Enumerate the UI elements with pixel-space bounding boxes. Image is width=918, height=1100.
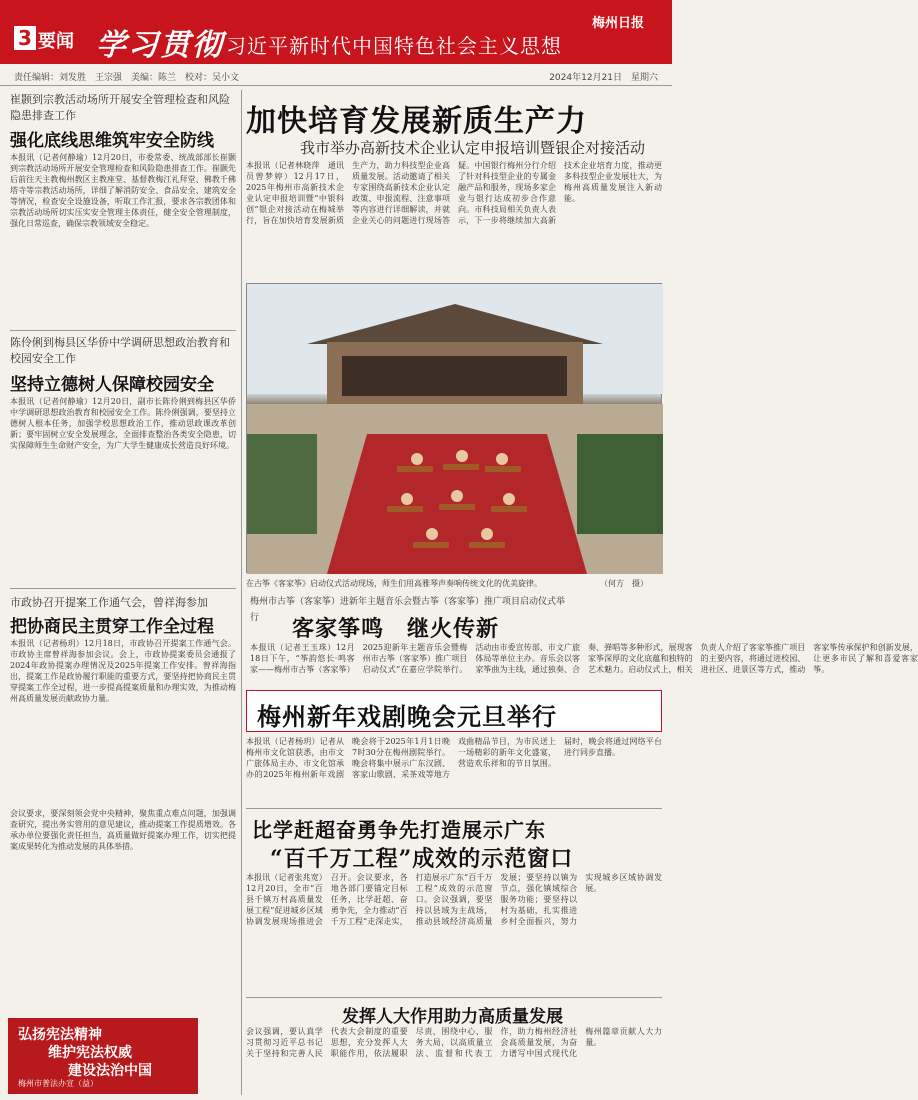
paper-name: 梅州日报 [592,16,645,31]
guzheng-performance-photo [246,283,662,573]
top-article-subtitle: 我市举办高新技术企业认定申报培训暨银企对接活动 [300,139,646,157]
divider [246,808,662,809]
divider [10,588,236,589]
photo-illustration [247,284,663,574]
mid-article-title: 客家筝鸣 继火传新 [292,616,500,642]
drama-gala-body: 本报讯（记者杨玥）记者从梅州市文化馆获悉，由市文广旅体局主办、市文化馆承办的2025年梅州新年戏剧晚会将于2025年1月1日晚7时30分在梅州剧院举行。晚会将集中展示广东汉剧、客家山歌剧、采茶戏等地方戏曲精品节目，为市民送上一场精彩的新年文化盛宴，营造欢乐祥和的节日氛围。届时，晚会将通过网络平台进行同步直播。 [246,737,662,779]
promo-line3: 建设法治中国 [68,1063,152,1079]
bottom-article-title-2: “百千万工程”成效的示范窗口 [270,846,574,872]
article1-body: 本报讯（记者何静瑜）12月20日，市委常委、统战部部长崔颢到宗教活动场所开展安全管理检查和风险隐患排查工作。崔颢先后前往天主教梅州教区主教座堂、基督教梅江礼拜堂、佛教千佛塔寺等宗教活动场所，详细了解消防安全、食品安全、建筑安全等情况，检查安全设施设备，听取工作汇报，要求各宗教团体和宗教活动场所切实压实安全管理主体责任，健全安全管理制度，强化日常巡查，确保宗教领域安全稳定。 [10,153,236,228]
column-subtitle: 习近平新时代中国特色社会主义思想 [226,34,562,58]
column-divider [241,90,242,1095]
legal-promo-box [8,1018,198,1094]
promo-line1: 弘扬宪法精神 [18,1027,102,1043]
section-name: 要闻 [38,31,74,52]
meta-bar [0,64,672,86]
divider [246,997,662,998]
final-article-title: 发挥人大作用助力高质量发展 [342,1007,563,1027]
bottom-article-title-1: 比学赶超奋勇争先打造展示广东 [252,818,546,842]
divider [10,330,236,331]
drama-gala-headline-box [246,690,662,732]
column-title: 学习贯彻 [96,28,224,63]
mid-article-kicker: 梅州市古筝（客家筝）进新年主题音乐会暨古筝（客家筝）推广项目启动仪式举行 [250,597,566,623]
drama-gala-title: 梅州新年戏剧晚会元旦举行 [257,703,557,731]
top-article-title: 加快培育发展新质生产力 [246,104,587,139]
article3-body: 本报讯（记者杨玥）12月18日，市政协召开提案工作通气会。市政协主席曾祥海参加会议。会上，市政协提案委员会通报了2024年政协提案办理情况及2025年提案工作安排。曾祥海指出，提案工作是政协履行职能的重要方式，要坚持把协商民主贯穿提案工作全过程，进一步提高提案质量和办理实效，为推动梅州高质量发展贡献政协力量。 [10,639,236,703]
photo-credit: （何方 摄） [600,579,648,588]
article1-title: 强化底线思维筑牢安全防线 [10,131,214,151]
article3-kicker: 市政协召开提案工作通气会，曾祥海参加 [10,596,208,609]
promo-footer: 梅州市普法办宣（益） [18,1079,98,1088]
final-article-body: 会议强调，要认真学习贯彻习近平总书记关于坚持和完善人民代表大会制度的重要思想，充分发挥人大职能作用，依法履职尽责，围绕中心、服务大局，以高质量立法、监督和代表工作，助力梅州经济社会高质量发展，为奋力谱写中国式现代化梅州篇章贡献人大力量。 [246,1027,662,1058]
masthead-banner [0,0,672,64]
photo-caption: 在古筝《客家筝》启动仪式活动现场，师生们用高雅琴声奏响传统文化的优美旋律。 [246,579,542,588]
editors: 责任编辑：刘发胜 王宗强 美编：陈兰 校对：吴小文 [14,73,240,83]
promo-line2: 维护宪法权威 [48,1045,132,1061]
mid-article-body: 本报讯（记者王玉珠）12月18日下午，“筝韵悠长·鸣客家——梅州市古筝（客家筝）2025迎新年主题音乐会暨梅州市古筝（客家筝）推广项目启动仪式”在嘉应学院举行。活动由市委宣传部、市文广旅体局等单位主办。音乐会以客家筝曲为主线，通过独奏、合奏、弹唱等多种形式，展现客家筝深厚的文化底蕴和独特的艺术魅力。启动仪式上，相关负责人介绍了客家筝推广项目的主要内容，将通过进校园、进社区、进景区等方式，推动客家筝传承保护和创新发展，让更多市民了解和喜爱客家筝。 [250,643,918,674]
article2-title: 坚持立德树人保障校园安全 [10,375,214,395]
article2-body: 本报讯（记者何静瑜）12月20日，副市长陈伶俐到梅县区华侨中学调研思想政治教育和校园安全工作。陈伶俐强调，要坚持立德树人根本任务，加强学校思想政治工作，推动思政课改革创新；要牢固树立安全发展理念，全面排查整治各类安全隐患，切实保障师生生命财产安全，为广大学生健康成长营造良好环境。 [10,397,236,450]
top-article-body: 本报讯（记者林晓萍 通讯员曾梦婷）12月17日，2025年梅州市高新技术企业认定申报培训暨“中银科创”银企对接活动在梅城举行，旨在加快培育发展新质生产力，助力科技型企业高质量发展。活动邀请了相关专家围绕高新技术企业认定政策、申报流程、注意事项等内容进行详细解读，并就企业关心的问题进行现场答疑。中国银行梅州分行介绍了针对科技型企业的专属金融产品和服务，现场多家企业与银行达成初步合作意向。市科技局相关负责人表示，下一步将继续加大高新技术企业培育力度，推动更多科技型企业发展壮大，为梅州高质量发展注入新动能。 [246,161,662,225]
page-number: 3 [14,26,36,50]
article4-body: 会议要求，要深刻领会党中央精神，聚焦重点难点问题，加强调查研究，提出务实管用的意见建议，推动提案工作提质增效。各承办单位要强化责任担当，高质量做好提案办理工作，切实把提案成果转化为推动发展的具体举措。 [10,809,236,851]
article2-kicker: 陈伶俐到梅县区华侨中学调研思想政治教育和校园安全工作 [10,336,230,365]
bottom-article-body: 本报讯（记者张兆宽）12月20日，全市“百县千镇万村高质量发展工程”促进城乡区域协调发展现场推进会召开。会议要求，各地各部门要锚定目标任务，比学赶超、奋勇争先，全力推动“百千万工程”走深走实，打造展示广东“百千万工程”成效的示范窗口。会议强调，要坚持以县域为主战场，推动县域经济高质量发展；要坚持以镇为节点，强化镇域综合服务功能；要坚持以村为基础，扎实推进乡村全面振兴，努力实现城乡区域协调发展。 [246,873,662,926]
article3-title: 把协商民主贯穿工作全过程 [10,617,214,637]
article1-kicker: 崔颢到宗教活动场所开展安全管理检查和风险隐患排查工作 [10,93,230,122]
issue-date: 2024年12月21日 星期六 [549,73,658,83]
